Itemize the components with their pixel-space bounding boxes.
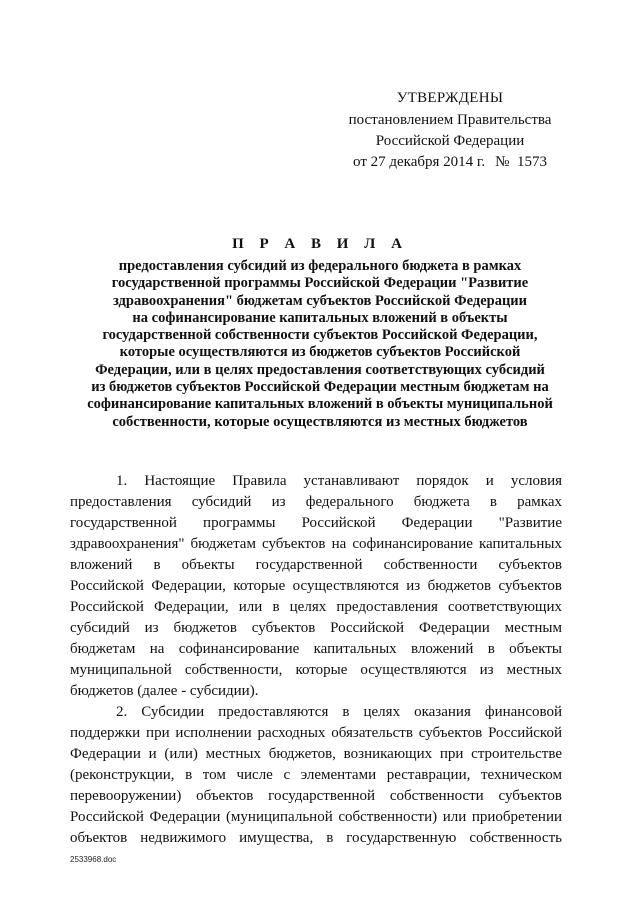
subtitle-line: здравоохранения" бюджетам субъектов Российской Федерации: [112, 292, 528, 309]
document-title: П Р А В И Л А: [232, 236, 408, 252]
paragraph-line: Федерации и (или) местных бюджетов, возникающих при строительстве: [70, 746, 562, 762]
footer-filename: 2533968.doc: [70, 855, 117, 864]
paragraph-line: перевооружении) объектов государственной собственности субъектов: [70, 788, 562, 804]
paragraph-line: Российской Федерации (муниципальной собственности) или приобретении: [70, 809, 562, 825]
approval-country-line: Российской Федерации: [375, 133, 525, 149]
paragraph-line: бюджетов (далее - субсидии).: [70, 683, 259, 699]
subtitle-line: собственности, которые осуществляются из местных бюджетов: [112, 413, 528, 430]
paragraph-line: государственной программы Российской Федерации "Развитие: [70, 515, 562, 531]
approval-stamp: [330, 88, 570, 173]
subtitle-line: государственной собственности субъектов Российской Федерации,: [102, 327, 538, 344]
subtitle-line: государственной программы Российской Федерации "Развитие: [111, 275, 529, 292]
approval-number: 1573: [516, 154, 547, 170]
subtitle-line: которые осуществляются из бюджетов субъектов Российской: [119, 344, 521, 361]
paragraph-line: вложений в объекты государственной собственности субъектов: [70, 557, 562, 573]
paragraph-line: (реконструкции, в том числе с элементами реставрации, техническом: [70, 767, 562, 783]
subtitle-line: предоставления субсидий из федерального бюджета в рамках: [118, 258, 522, 274]
subtitle-line: софинансирование капитальных вложений в объекты муниципальной: [87, 396, 553, 413]
approval-issuer-line: постановлением Правительства: [348, 112, 552, 128]
subtitle-line: Федерации, или в целях предоставления соответствующих субсидий: [95, 361, 545, 378]
paragraph-line: Российской Федерации, которые осуществляются из бюджетов субъектов: [70, 578, 562, 594]
subtitle-line: на софинансирование капитальных вложений в объекты: [132, 309, 508, 326]
paragraph-line: муниципальной собственности, которые осуществляются из местных: [70, 662, 562, 678]
document-subtitle: [70, 258, 570, 431]
paragraph-line: Российской Федерации, или в целях предоставления соответствующих: [70, 599, 562, 615]
paragraph-line: 2. Субсидии предоставляются в целях оказания финансовой: [116, 704, 562, 720]
approved-heading: УТВЕРЖДЕНЫ: [396, 90, 504, 106]
subtitle-line: из бюджетов субъектов Российской Федерации местным бюджетам на: [91, 379, 549, 396]
paragraph-line: здравоохранения" бюджетам субъектов на софинансирование капитальных: [70, 536, 562, 552]
paragraph-1: [70, 471, 562, 702]
paragraph-line: объектов недвижимого имущества, в государственную собственность: [70, 830, 562, 846]
approval-date-number-line: [330, 152, 570, 173]
approval-number-sign: №: [495, 154, 510, 170]
paragraph-2: [70, 702, 562, 849]
paragraph-line: 1. Настоящие Правила устанавливают порядок и условия: [116, 473, 562, 489]
document-body: [70, 471, 562, 849]
approval-date: от 27 декабря 2014 г.: [353, 154, 486, 170]
paragraph-line: бюджетам на софинансирование капитальных вложений в объекты: [70, 641, 562, 657]
paragraph-line: предоставления субсидий из федерального бюджета в рамках: [70, 494, 562, 510]
paragraph-line: поддержки при исполнении расходных обязательств субъектов Российской: [70, 725, 562, 741]
paragraph-line: субсидий из бюджетов субъектов Российской Федерации местным: [70, 620, 562, 636]
